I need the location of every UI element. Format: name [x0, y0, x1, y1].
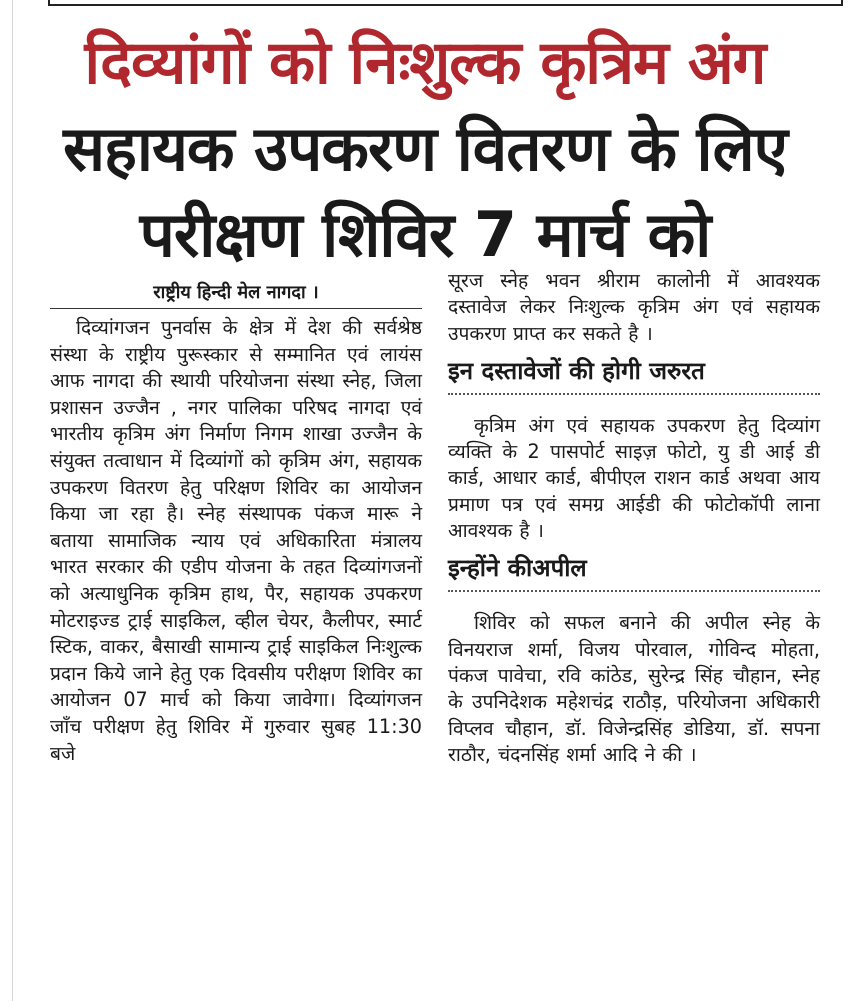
- left-margin-rule: [12, 0, 13, 1001]
- appeal-paragraph: शिविर को सफल बनाने की अपील स्नेह के विनयराज शर्मा, विजय पोरवाल, गोविन्द मोहता, पंकज पावेचा, रवि कांठेड, सुरेन्द्र सिंह चौहान, स्नेह के उपनिदेशक महेशचंद्र राठौड़, परियोजना अधिकारी विप्लव चौहान, डॉ. विजेन्द्रसिंह डोडिया, डॉ. सपना राठौर, चंदनसिंह शर्मा आदि ने की ।: [448, 611, 820, 766]
- dateline: राष्ट्रीय हिन्दी मेल नागदा ।: [50, 280, 422, 309]
- headline-line-1: दिव्यांगों को निःशुल्क कृत्रिम अंग: [84, 28, 766, 98]
- headline-line-3: परीक्षण शिविर 7 मार्च को: [139, 198, 711, 271]
- left-body-paragraph: दिव्यांगजन पुनर्वास के क्षेत्र में देश की सर्वश्रेष्ठ संस्था के राष्ट्रीय पुरूस्कार से सम्मानित एवं लायंस आफ नागदा की स्थायी परियोजना संस्था स्नेह, जिला प्रशासन उज्जैन , नगर पालिका परिषद नागदा एवं भारतीय कृत्रिम अंग निर्माण निगम शाखा उज्जैन के संयुक्त तत्वाधान में दिव्यांगों को कृत्रिम अंग, सहायक उपकरण वितरण हेतु परिक्षण शिविर का आयोजन किया जा रहा है। स्नेह संस्थापक पंकज मारू ने बताया सामाजिक न्याय एवं अधिकारिता मंत्रालय भारत सरकार की एडीप योजना के तहत दिव्यांगजनों को अत्याधुनिक कृत्रिम हाथ, पैर, सहायक उपकरण मोटराइज्ड ट्राई साइकिल, व्हील चेयर, कैलीपर, स्मार्ट स्टिक, वाकर, बैसाखी सामान्य ट्राई साइकिल निःशुल्क प्रदान किये जाने हेतु एक दिवसीय परीक्षण शिविर का आयोजन 07 मार्च को किया जावेगा। दिव्यांगजन जाँच परीक्षण हेतु शिविर में गुरुवार सुबह 11:30 बजे: [50, 316, 422, 765]
- right-continuation-paragraph: सूरज स्नेह भवन श्रीराम कालोनी में आवश्यक दस्तावेज लेकर निःशुल्क कृत्रिम अंग एवं सहायक उपकरण प्राप्त कर सकते है ।: [448, 269, 820, 345]
- subhead-appeal: इन्होंने कीअपील: [448, 552, 820, 592]
- documents-paragraph: कृत्रिम अंग एवं सहायक उपकरण हेतु दिव्यांग व्यक्ति के 2 पासपोर्ट साइज़ फोटो, यु डी आई डी कार्ड, आधार कार्ड, बीपीएल राशन कार्ड अथवा आय प्रमाण पत्र एवं समग्र आईडी की फोटोकॉपी लाना आवश्यक है ।: [448, 413, 820, 543]
- subhead-documents: इन दस्तावेजों की होगी जरुरत: [448, 355, 820, 395]
- left-column: [50, 280, 422, 767]
- headline: [20, 20, 830, 278]
- right-column: [448, 268, 820, 768]
- headline-line-2: सहायक उपकरण वितरण के लिए: [63, 112, 787, 185]
- top-frame-border: [48, 0, 843, 6]
